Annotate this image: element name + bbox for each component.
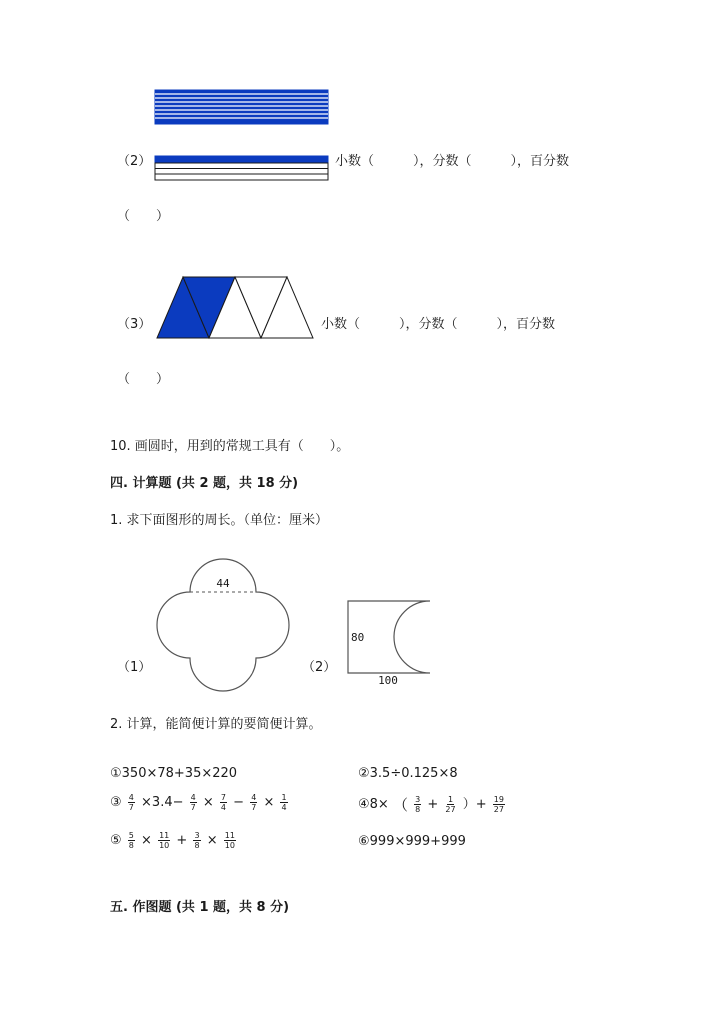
question-10: 10. 画圆时，用到的常规工具有（ ）。	[110, 439, 350, 454]
figure-1-dimension: 44	[216, 577, 230, 590]
expression-6: ⑥999×999+999	[358, 834, 466, 849]
item-2-number: （2）	[117, 154, 152, 169]
figure-2-height: 80	[351, 631, 365, 644]
expression-3: ③ $\frac{4}{7}$ ×3.4− $\frac{4}{7}$ × $\frac{7}{4}$ − $\frac{4}{7}$ × $\frac{1}{4}$	[110, 793, 287, 812]
quatrefoil-figure	[155, 558, 291, 690]
bar-figure-1	[155, 90, 329, 126]
problem-1-text: 1. 求下面图形的周长。（单位：厘米）	[110, 513, 329, 528]
problem-2-text: 2. 计算，能简便计算的要简便计算。	[110, 717, 322, 732]
expression-5: ⑤ $\frac{5}{8}$ × $\frac{11}{10}$ + $\frac{3}{8}$ × $\frac{11}{10}$	[110, 831, 235, 850]
item-3-number: （3）	[117, 317, 152, 332]
item-2-answer-tail: （ ）	[117, 209, 170, 224]
item-3-answer-tail: （ ）	[117, 372, 170, 387]
expression-2: ②3.5÷0.125×8	[358, 766, 458, 781]
section-4-heading: 四. 计算题 (共 2 题，共 18 分)	[110, 476, 299, 491]
figure-1-label: （1）	[117, 660, 152, 675]
figure-2-label: （2）	[302, 660, 337, 675]
expression-4: ④8× （ $\frac{3}{8}$ + $\frac{1}{27}$ ）+ $\frac{19}{27}$	[358, 795, 504, 814]
section-5-heading: 五. 作图题 (共 1 题，共 8 分)	[110, 900, 290, 915]
rect-notch-figure	[346, 600, 436, 686]
item-3-answer-line: 小数（ ），分数（ ），百分数	[321, 317, 556, 332]
item-2-answer-line: 小数（ ），分数（ ），百分数	[335, 154, 570, 169]
bar-figure-2	[155, 156, 329, 182]
triangle-strip-figure	[155, 276, 315, 340]
figure-2-width: 100	[378, 674, 398, 687]
expression-1: ①350×78+35×220	[110, 766, 238, 781]
